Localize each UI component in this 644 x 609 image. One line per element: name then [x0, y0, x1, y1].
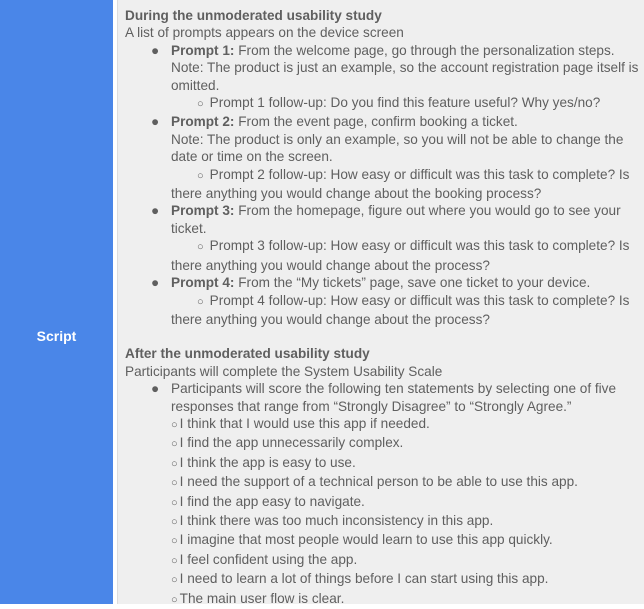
- prompt-text: From the homepage, figure out where you would go to see your ticket.: [171, 203, 621, 236]
- circle-bullet-icon: ○: [197, 241, 204, 254]
- bullet-icon: ●: [151, 42, 160, 58]
- prompt-followup: [125, 237, 640, 274]
- statement-text: I think there was too much inconsistency in this app.: [179, 512, 494, 528]
- circle-bullet-icon: ○: [171, 438, 178, 451]
- bullet-icon: ●: [151, 203, 160, 219]
- prompt-text: From the welcome page, go through the personalization steps.: [238, 42, 615, 58]
- sus-bullet-text: Participants will score the following ten statements by selecting one of five responses that range from “Strongly Disagree” to “Strongly Agree.”: [171, 381, 617, 414]
- bullet-icon: ●: [151, 114, 160, 130]
- circle-bullet-icon: ○: [171, 457, 178, 470]
- sus-statement: [125, 531, 640, 550]
- prompt-item: [125, 113, 640, 165]
- sus-statement: [125, 570, 640, 589]
- statement-text: I think that I would use this app if needed.: [179, 415, 430, 431]
- script-content: [125, 7, 640, 609]
- circle-bullet-icon: ○: [197, 295, 204, 308]
- circle-bullet-icon: ○: [171, 574, 178, 587]
- circle-bullet-icon: ○: [197, 169, 204, 182]
- prompt-followup: [125, 166, 640, 203]
- prompt-text: From the “My tickets” page, save one ticket to your device.: [238, 275, 591, 291]
- during-intro: A list of prompts appears on the device screen: [125, 25, 404, 41]
- prompt-followup: [125, 292, 640, 329]
- followup-text: Prompt 3 follow-up: How easy or difficult was this task to complete? Is there anything you would change about the process?: [171, 238, 630, 273]
- prompt-item: [125, 42, 640, 94]
- statement-text: I find the app unnecessarily complex.: [179, 435, 404, 451]
- statement-text: I find the app easy to navigate.: [179, 493, 365, 509]
- circle-bullet-icon: ○: [171, 496, 178, 509]
- prompt-title: Prompt 3:: [171, 203, 235, 219]
- sus-statement: [125, 512, 640, 531]
- script-label: Script: [36, 328, 77, 344]
- prompt-item: [125, 202, 640, 237]
- sus-statement: [125, 454, 640, 473]
- prompt-title: Prompt 2:: [171, 114, 235, 130]
- prompt-list: [125, 42, 640, 329]
- prompt-item: [125, 274, 640, 291]
- circle-bullet-icon: ○: [171, 418, 178, 431]
- prompt-note: Note: The product is only an example, so you will not be able to change the date or time on the screen.: [171, 131, 624, 165]
- followup-text: Prompt 1 follow-up: Do you find this feature useful? Why yes/no?: [209, 95, 601, 111]
- bullet-icon: ●: [151, 381, 160, 397]
- prompt-text: From the event page, confirm booking a ticket.: [238, 114, 518, 130]
- statement-text: I think the app is easy to use.: [179, 454, 356, 470]
- circle-bullet-icon: ○: [171, 477, 178, 490]
- circle-bullet-icon: ○: [197, 98, 204, 111]
- sus-statement: [125, 493, 640, 512]
- prompt-title: Prompt 1:: [171, 42, 235, 58]
- after-heading: After the unmoderated usability study: [125, 346, 370, 362]
- statement-text: The main user flow is clear.: [179, 590, 345, 606]
- sus-statement: [125, 551, 640, 570]
- circle-bullet-icon: ○: [171, 593, 178, 606]
- circle-bullet-icon: ○: [171, 554, 178, 567]
- prompt-note: Note: The product is just an example, so the account registration page itself is omitted.: [171, 60, 639, 93]
- sus-bullet: [125, 380, 640, 415]
- sus-statement: [125, 590, 640, 609]
- during-heading: During the unmoderated usability study: [125, 8, 382, 23]
- statement-text: I imagine that most people would learn to use this app quickly.: [179, 532, 553, 548]
- circle-bullet-icon: ○: [171, 535, 178, 548]
- script-label-cell: [0, 0, 113, 604]
- prompt-followup: [125, 94, 640, 113]
- circle-bullet-icon: ○: [171, 515, 178, 528]
- statement-text: I feel confident using the app.: [179, 551, 358, 567]
- prompt-title: Prompt 4:: [171, 275, 235, 291]
- sus-statement: [125, 434, 640, 453]
- sus-statement: [125, 473, 640, 492]
- followup-text: Prompt 4 follow-up: How easy or difficult was this task to complete? Is there anything you would change about the process?: [171, 292, 630, 327]
- statement-text: I need the support of a technical person to be able to use this app.: [179, 474, 578, 490]
- statement-list: [125, 415, 640, 609]
- statement-text: I need to learn a lot of things before I can start using this app.: [179, 571, 549, 587]
- sus-statement: [125, 415, 640, 434]
- bullet-icon: ●: [151, 275, 160, 291]
- after-intro: Participants will complete the System Usability Scale: [125, 363, 443, 379]
- script-content-cell: [117, 0, 644, 604]
- followup-text: Prompt 2 follow-up: How easy or difficult was this task to complete? Is there anything you would change about the booking process?: [171, 166, 630, 202]
